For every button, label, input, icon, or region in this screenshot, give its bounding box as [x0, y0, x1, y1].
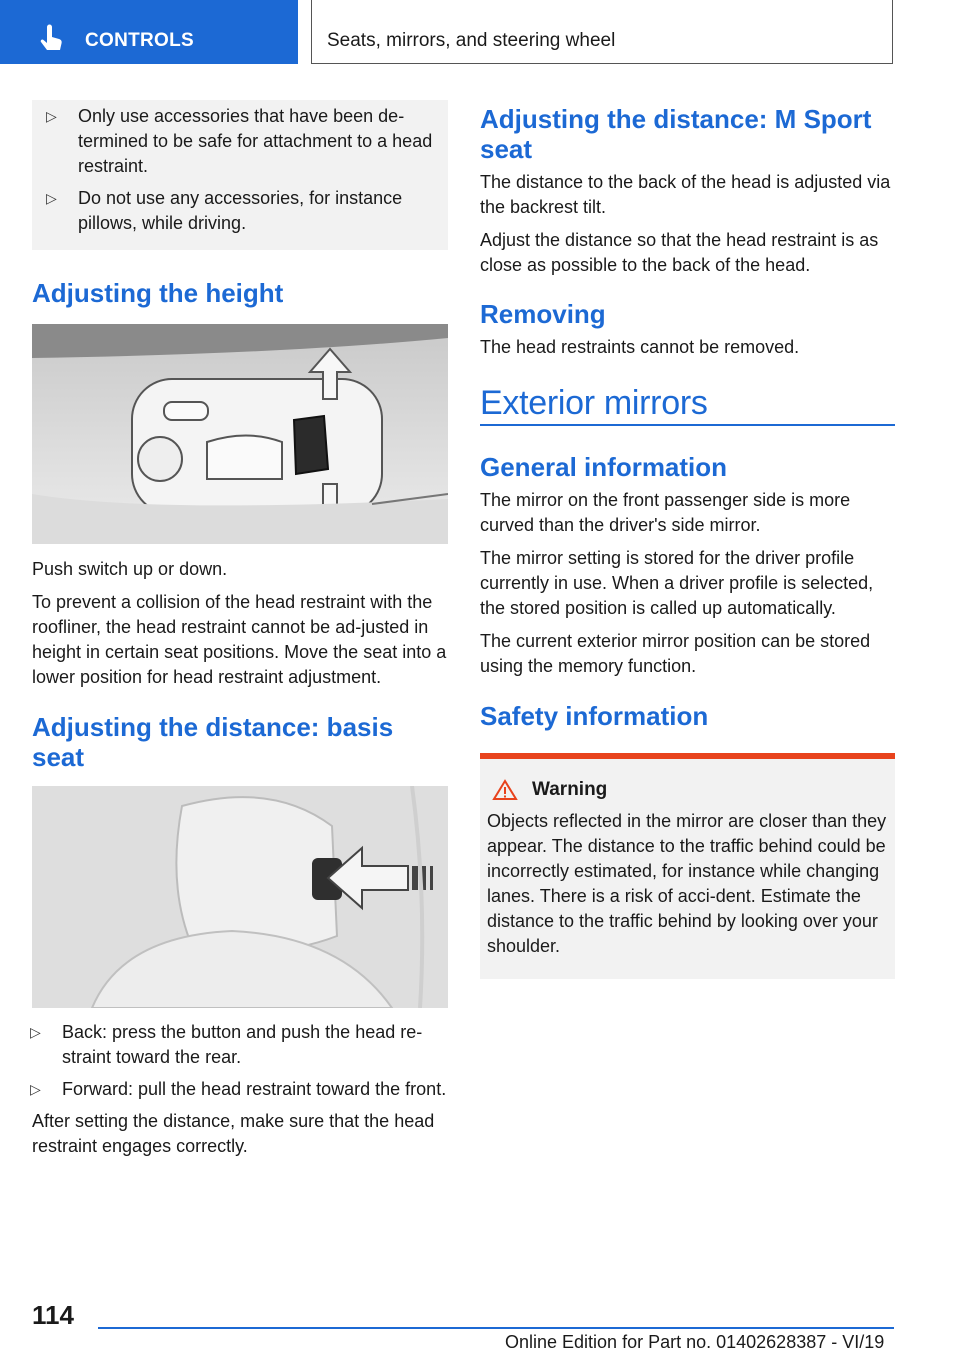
msport-text-2: Adjust the distance so that the head restraint is as close as possible to the back of the head.	[480, 230, 879, 275]
bullet-triangle-icon: ▷	[30, 1081, 41, 1097]
bullet-triangle-icon: ▷	[46, 108, 57, 124]
headrest-image	[32, 786, 448, 1008]
heading-rule	[480, 424, 895, 426]
right-column	[480, 100, 895, 979]
list-item: ▷ Do not use any accessories, for instance pillows, while driving.	[42, 186, 438, 236]
list-item: ▷ Forward: pull the head restraint toward the front.	[26, 1077, 448, 1102]
general-text-3: The current exterior mirror position can be stored using the memory function.	[480, 630, 871, 676]
note-box	[32, 100, 448, 250]
height-heading: Adjusting the height	[32, 278, 284, 308]
msport-heading: Adjusting the distance: M Sport seat	[480, 104, 872, 164]
basis-heading: Adjusting the distance: basis seat	[32, 712, 394, 772]
chapter-label: CONTROLS	[85, 30, 195, 51]
height-text-2: To prevent a collision of the head restraint with the roofliner, the head restraint cannot be ad-justed in height in certain seat positions. Move the seat into a lower position for head restraint adjustment.	[32, 592, 447, 687]
list-item: ▷ Back: press the button and push the head re-straint toward the rear.	[26, 1020, 448, 1070]
safety-heading: Safety information	[480, 700, 709, 731]
section-header	[311, 0, 893, 64]
basis-text: After setting the distance, make sure that the head restraint engages correctly.	[32, 1111, 435, 1156]
warning-triangle-icon	[492, 779, 518, 801]
chapter-tab[interactable]	[0, 0, 298, 64]
height-text-1: Push switch up or down.	[32, 559, 228, 579]
bullet-triangle-icon: ▷	[46, 190, 57, 206]
warning-header	[492, 779, 887, 801]
section-title: Seats, mirrors, and steering wheel	[327, 30, 616, 51]
edition-text: Online Edition for Part no. 01402628387 - VI/19	[505, 1332, 885, 1352]
removing-heading: Removing	[480, 299, 606, 329]
hand-touch-icon	[38, 24, 64, 52]
page-number: 114	[32, 1300, 74, 1330]
footer-rule	[98, 1327, 894, 1329]
warning-title: Warning	[532, 778, 608, 800]
seat-switch-image	[32, 324, 448, 544]
bullet-triangle-icon: ▷	[30, 1024, 41, 1040]
msport-text-1: The distance to the back of the head is adjusted via the backrest tilt.	[480, 172, 891, 217]
general-text-1: The mirror on the front passenger side is more curved than the driver's side mirror.	[480, 489, 851, 535]
warning-text: Objects reflected in the mirror are closer than they appear. The distance to the traffic behind could be incorrectly estimated, for instance while changing lanes. There is a risk of acci-dent. Estimate the distance to the traffic behind by looking over your shoulder.	[487, 810, 887, 956]
list-item: ▷ Only use accessories that have been de-termined to be safe for attachment to a head restraint.	[42, 104, 438, 179]
general-heading: General information	[480, 451, 728, 482]
mirrors-heading: Exterior mirrors	[480, 384, 708, 422]
removing-text: The head restraints cannot be removed.	[480, 337, 800, 357]
left-column	[32, 100, 448, 1159]
warning-box	[480, 753, 895, 979]
general-text-2: The mirror setting is stored for the driver profile currently in use. When a driver profile is selected, the stored position is called up automatically.	[480, 547, 874, 618]
